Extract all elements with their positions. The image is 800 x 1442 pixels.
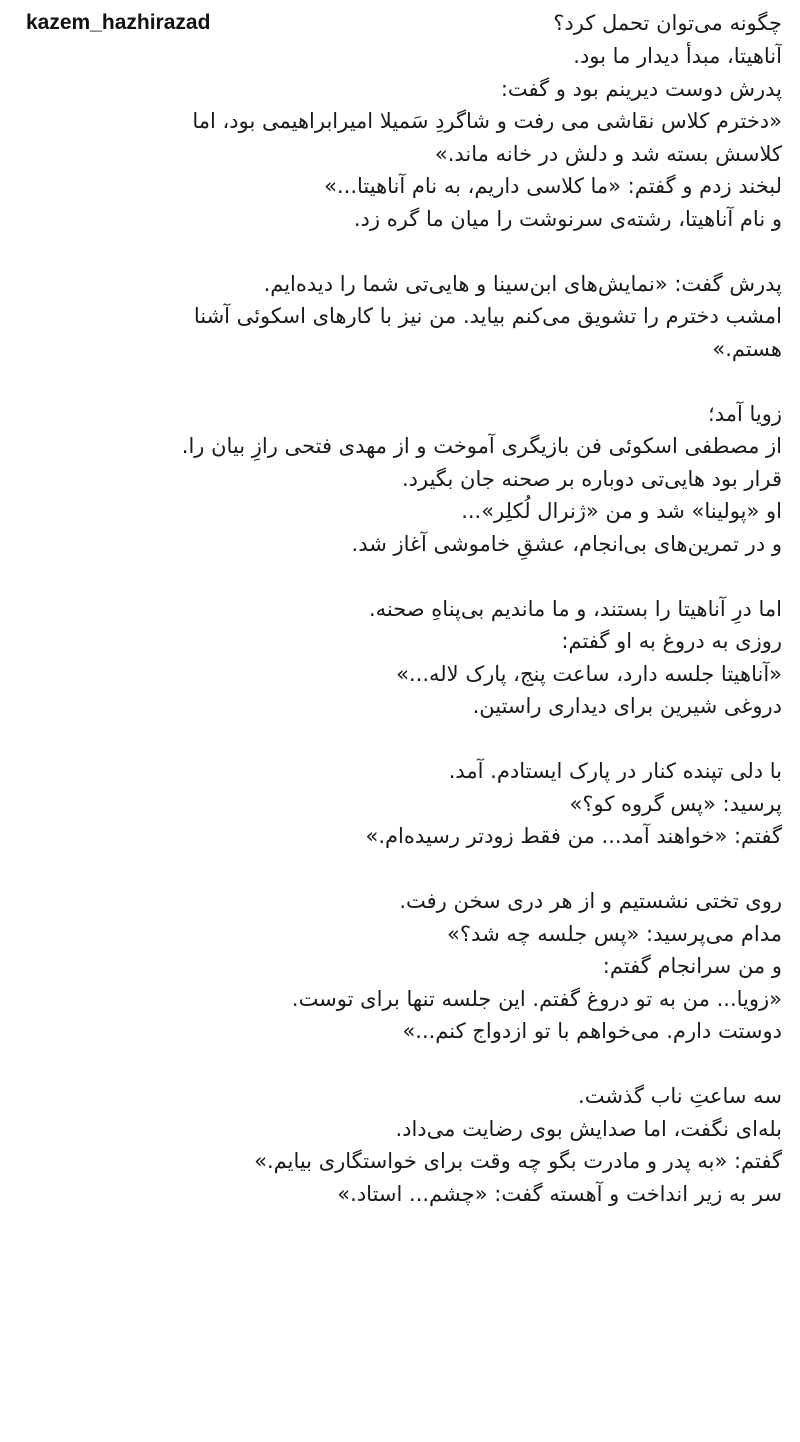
blank-line — [18, 560, 782, 593]
caption-line: دروغی شیرین برای دیداری راستین. — [472, 694, 782, 718]
caption-line: با دلی تپنده کنار در پارک ایستادم. آمد. — [448, 759, 782, 783]
blank-line — [18, 1048, 782, 1081]
caption-line: قرار بود هایی‌تی دوباره بر صحنه جان بگیرد. — [401, 466, 782, 491]
caption-line: گفتم: «خواهند آمد... من فقط زودتر رسیده‌ام.» — [365, 824, 782, 848]
caption-line: و من سرانجام گفتم: — [602, 954, 782, 978]
caption-line: دوستت دارم. می‌خواهم با تو ازدواج کنم...» — [402, 1019, 782, 1043]
caption-title: چگونه می‌توان تحمل کرد؟ — [553, 11, 782, 35]
caption-line: اما درِ آناهیتا را بستند، و ما ماندیم بی‌پناهِ صحنه. — [368, 596, 782, 621]
caption-line: پدرش دوست دیرینم بود و گفت: — [500, 76, 782, 101]
caption-line: بله‌ای نگفت، اما صدایش بوی رضایت می‌داد. — [395, 1116, 782, 1141]
blank-line — [18, 723, 782, 756]
caption-line: گفتم: «به پدر و مادرت بگو چه وقت برای خواستگاری بیایم.» — [254, 1149, 782, 1173]
caption-body — [18, 40, 782, 1210]
caption-line: روی تختی نشستیم و از هر دری سخن رفت. — [399, 889, 782, 913]
caption-line: «آناهیتا جلسه دارد، ساعت پنج، پارک لاله...» — [396, 661, 782, 686]
caption-line: روزی به دروغ به او گفتم: — [561, 629, 782, 653]
caption-header — [18, 6, 782, 40]
caption-line: هستم.» — [712, 336, 782, 361]
caption-line: سه ساعتِ ناب گذشت. — [578, 1084, 782, 1108]
caption-line: و در تمرین‌های بی‌انجام، عشقِ خاموشی آغاز شد. — [351, 531, 782, 556]
caption-line: مدام می‌پرسید: «پس جلسه چه شد؟» — [447, 921, 782, 946]
caption-line: «زویا... من به تو دروغ گفتم. این جلسه تنها برای توست. — [291, 986, 782, 1011]
username-link[interactable]: kazem_hazhirazad — [26, 11, 211, 34]
blank-line — [18, 853, 782, 886]
caption-line: آناهیتا، مبدأ دیدار ما بود. — [573, 44, 782, 68]
caption-line: کلاسش بسته شد و دلش در خانه ماند.» — [434, 141, 782, 166]
caption-line: سر به زیر انداخت و آهسته گفت: «چشم... استاد.» — [337, 1181, 782, 1206]
caption-line: زویا آمد؛ — [708, 401, 782, 426]
caption-line: پرسید: «پس گروه کو؟» — [569, 791, 782, 816]
caption-line: امشب دخترم را تشویق می‌کنم بیاید. من نیز با کارهای اسکوئی آشنا — [193, 304, 782, 328]
caption-line: لبخند زدم و گفتم: «ما کلاسی داریم، به نام آناهیتا...» — [324, 174, 782, 198]
caption-line: او «پولینا» شد و من «ژنرال لُکلِر»... — [461, 499, 782, 523]
blank-line — [18, 365, 782, 398]
caption-line: و نام آناهیتا، رشته‌ی سرنوشت را میان ما گره زد. — [353, 206, 782, 231]
caption-line: «دخترم کلاس نقاشی می رفت و شاگردِ سَمیلا امیرابراهیمی بود، اما — [192, 109, 782, 133]
caption-line: از مصطفی اسکوئی فن بازیگری آموخت و از مهدی فتحی رازِ بیان را. — [181, 434, 782, 458]
caption-line: پدرش گفت: «نمایش‌های ابن‌سینا و هایی‌تی شما را دیده‌ایم. — [263, 271, 782, 296]
blank-line — [18, 235, 782, 268]
